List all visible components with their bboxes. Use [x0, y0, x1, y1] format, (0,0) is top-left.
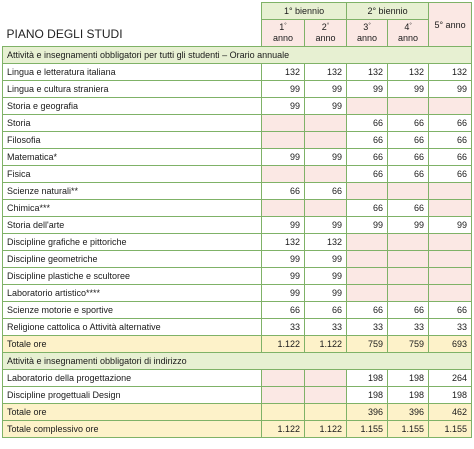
table-row-value-2	[305, 166, 347, 183]
table-row-label: Discipline grafiche e pittoriche	[3, 234, 262, 251]
grand-total-row	[3, 421, 472, 438]
table-row-label: Lingua e cultura straniera	[3, 81, 262, 98]
total-row-value-2: 1.122	[305, 336, 347, 353]
table-row	[3, 251, 472, 268]
table-row-value-1	[262, 200, 305, 217]
grand-total-row-value-3: 1.155	[347, 421, 388, 438]
table-row-value-2	[305, 132, 347, 149]
table-row	[3, 200, 472, 217]
table-row-value-5	[429, 234, 472, 251]
table-row	[3, 268, 472, 285]
table-row-value-1	[262, 166, 305, 183]
header-first-biennium: 1° biennio	[262, 3, 347, 20]
total-row-value-2	[305, 404, 347, 421]
table-row-label: Laboratorio artistico****	[3, 285, 262, 302]
table-row-value-1: 132	[262, 64, 305, 81]
table-row-label: Discipline progettuali Design	[3, 387, 262, 404]
table-row-value-1	[262, 115, 305, 132]
table-row-label: Filosofia	[3, 132, 262, 149]
table-row-value-1: 66	[262, 183, 305, 200]
table-row-value-1: 33	[262, 319, 305, 336]
table-row-value-4: 66	[388, 200, 429, 217]
header-fifth-year: 5° anno	[429, 3, 472, 47]
table-row	[3, 370, 472, 387]
table-row-value-3	[347, 268, 388, 285]
table-row-value-4: 66	[388, 132, 429, 149]
total-row-value-1: 1.122	[262, 336, 305, 353]
table-row-value-4: 99	[388, 217, 429, 234]
table-row-value-5: 198	[429, 387, 472, 404]
table-row-value-5	[429, 98, 472, 115]
table-row-value-5: 99	[429, 217, 472, 234]
table-row-label: Religione cattolica o Attività alternative	[3, 319, 262, 336]
table-title: PIANO DEGLI STUDI	[3, 3, 262, 47]
table-row-value-5	[429, 285, 472, 302]
total-row-value-5: 693	[429, 336, 472, 353]
table-row	[3, 64, 472, 81]
grand-total-row-value-5: 1.155	[429, 421, 472, 438]
table-row-value-4: 198	[388, 370, 429, 387]
total-row-value-4: 759	[388, 336, 429, 353]
table-row-label: Scienze motorie e sportive	[3, 302, 262, 319]
table-row-value-4: 99	[388, 81, 429, 98]
table-row-value-1	[262, 132, 305, 149]
table-row-value-3: 66	[347, 115, 388, 132]
table-row-value-3: 198	[347, 370, 388, 387]
total-row-value-5: 462	[429, 404, 472, 421]
table-row-value-5: 66	[429, 302, 472, 319]
table-row-value-1: 99	[262, 98, 305, 115]
table-row-value-3: 198	[347, 387, 388, 404]
table-row	[3, 319, 472, 336]
total-row-value-3: 759	[347, 336, 388, 353]
table-row-value-4: 66	[388, 115, 429, 132]
table-row-value-3: 99	[347, 217, 388, 234]
header-year-4: 4° anno	[388, 20, 429, 47]
table-row-value-5: 33	[429, 319, 472, 336]
table-row-label: Chimica***	[3, 200, 262, 217]
table-row-value-4	[388, 98, 429, 115]
table-row-value-3	[347, 251, 388, 268]
grand-total-row-value-4: 1.155	[388, 421, 429, 438]
table-row-value-4	[388, 183, 429, 200]
header-year-2: 2° anno	[305, 20, 347, 47]
table-row-value-2: 66	[305, 302, 347, 319]
table-row	[3, 98, 472, 115]
total-row	[3, 336, 472, 353]
table-row-label: Laboratorio della progettazione	[3, 370, 262, 387]
table-row-value-5: 132	[429, 64, 472, 81]
table-row-value-1: 132	[262, 234, 305, 251]
table-row-value-2: 132	[305, 234, 347, 251]
table-row-value-2: 99	[305, 81, 347, 98]
table-row-value-1	[262, 370, 305, 387]
table-row-value-3: 33	[347, 319, 388, 336]
grand-total-row-value-2: 1.122	[305, 421, 347, 438]
table-row-label: Storia	[3, 115, 262, 132]
table-row-value-2: 66	[305, 183, 347, 200]
table-row	[3, 234, 472, 251]
table-row-value-3	[347, 285, 388, 302]
table-row-label: Matematica*	[3, 149, 262, 166]
table-row-value-4	[388, 251, 429, 268]
total-row-value-1	[262, 404, 305, 421]
table-row-value-2	[305, 370, 347, 387]
table-row-value-2	[305, 200, 347, 217]
header-row-bienni	[3, 3, 472, 20]
table-row	[3, 81, 472, 98]
table-row-value-4: 66	[388, 166, 429, 183]
table-row-value-1: 99	[262, 149, 305, 166]
table-row-value-3	[347, 98, 388, 115]
table-row-label: Scienze naturali**	[3, 183, 262, 200]
table-row-value-4: 132	[388, 64, 429, 81]
table-row-value-1: 99	[262, 285, 305, 302]
table-row-label: Lingua e letteratura italiana	[3, 64, 262, 81]
header-second-biennium: 2° biennio	[347, 3, 429, 20]
table-row-value-4: 33	[388, 319, 429, 336]
table-row-value-2	[305, 115, 347, 132]
total-row-label: Totale ore	[3, 336, 262, 353]
table-row-value-3: 66	[347, 200, 388, 217]
table-row-label: Discipline plastiche e scultoree	[3, 268, 262, 285]
table-row-value-4	[388, 234, 429, 251]
table-row-value-2: 99	[305, 98, 347, 115]
table-row	[3, 183, 472, 200]
table-row-value-2: 99	[305, 285, 347, 302]
grand-total-row-label: Totale complessivo ore	[3, 421, 262, 438]
section-row-1	[3, 47, 472, 64]
table-row-value-2: 99	[305, 251, 347, 268]
table-row-value-5	[429, 183, 472, 200]
table-row-value-3	[347, 234, 388, 251]
table-row-value-2: 99	[305, 217, 347, 234]
section-row-2	[3, 353, 472, 370]
table-row-value-4: 66	[388, 302, 429, 319]
total-row-label: Totale ore	[3, 404, 262, 421]
table-row-value-3: 66	[347, 166, 388, 183]
table-row-value-5	[429, 268, 472, 285]
table-row	[3, 166, 472, 183]
header-year-3: 3° anno	[347, 20, 388, 47]
total-row-value-4: 396	[388, 404, 429, 421]
study-plan-table	[2, 2, 472, 438]
table-row-value-5: 99	[429, 81, 472, 98]
table-row-value-3	[347, 183, 388, 200]
grand-total-row-value-1: 1.122	[262, 421, 305, 438]
table-row-label: Storia dell'arte	[3, 217, 262, 234]
table-row	[3, 285, 472, 302]
table-row-label: Fisica	[3, 166, 262, 183]
total-row	[3, 404, 472, 421]
table-row-value-1: 99	[262, 81, 305, 98]
table-row	[3, 387, 472, 404]
table-row-value-2: 132	[305, 64, 347, 81]
table-row	[3, 217, 472, 234]
table-row-value-5: 66	[429, 132, 472, 149]
table-row-value-5: 66	[429, 115, 472, 132]
table-row	[3, 115, 472, 132]
table-row-value-5	[429, 200, 472, 217]
table-row-value-4: 198	[388, 387, 429, 404]
table-row-value-1: 99	[262, 268, 305, 285]
table-row-value-5: 66	[429, 149, 472, 166]
table-row	[3, 302, 472, 319]
table-row-value-2: 33	[305, 319, 347, 336]
table-row-value-1	[262, 387, 305, 404]
table-row-value-2	[305, 387, 347, 404]
table-row-value-1: 99	[262, 251, 305, 268]
table-row	[3, 149, 472, 166]
table-row-value-1: 99	[262, 217, 305, 234]
section-heading-2: Attività e insegnamenti obbligatori di indirizzo	[3, 353, 472, 370]
table-row	[3, 132, 472, 149]
table-row-value-3: 132	[347, 64, 388, 81]
table-row-value-3: 66	[347, 302, 388, 319]
table-row-value-1: 66	[262, 302, 305, 319]
table-row-value-5: 66	[429, 166, 472, 183]
table-row-value-3: 99	[347, 81, 388, 98]
table-row-value-2: 99	[305, 268, 347, 285]
table-body	[3, 47, 472, 438]
table-row-label: Storia e geografia	[3, 98, 262, 115]
section-heading-1: Attività e insegnamenti obbligatori per tutti gli studenti – Orario annuale	[3, 47, 472, 64]
table-row-value-3: 66	[347, 149, 388, 166]
table-row-value-4	[388, 268, 429, 285]
table-row-value-5	[429, 251, 472, 268]
table-row-value-2: 99	[305, 149, 347, 166]
total-row-value-3: 396	[347, 404, 388, 421]
table-row-value-4	[388, 285, 429, 302]
table-row-value-3: 66	[347, 132, 388, 149]
table-row-value-5: 264	[429, 370, 472, 387]
header-year-1: 1° anno	[262, 20, 305, 47]
table-row-label: Discipline geometriche	[3, 251, 262, 268]
table-row-value-4: 66	[388, 149, 429, 166]
